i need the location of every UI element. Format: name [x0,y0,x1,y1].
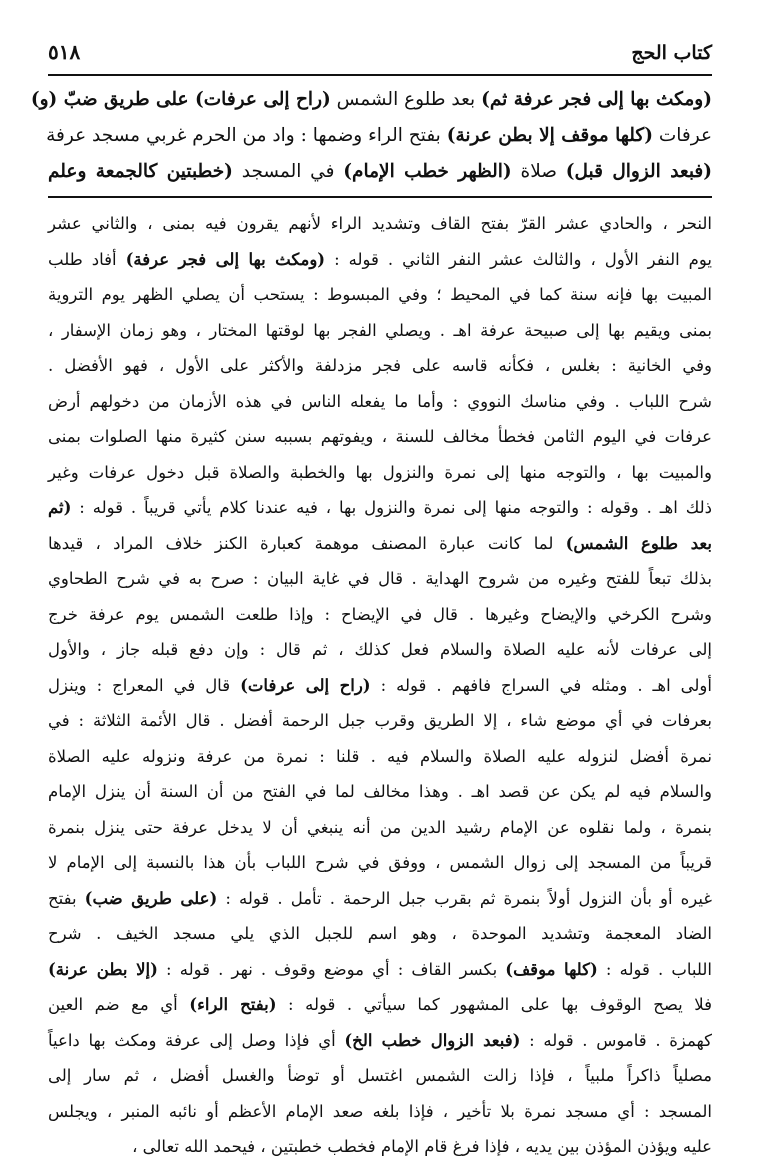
text-segment: نمرة أفضل لنزوله عليه الصلاة والسلام فيه . قلنا : نمرة من عرفة ونزوله عليه الصلاة [48,746,712,766]
commentary-line [48,703,712,739]
commentary-line [48,916,712,952]
commentary-line [48,1129,712,1165]
text-segment: بفتح [48,888,85,908]
quoted-phrase: (ومكث بها إلى فجر عرفة ثم) [481,89,712,110]
book-page [30,40,713,1165]
commentary-line [48,206,712,242]
text-segment: شرح اللباب . وفي مناسك النووي : وأما ما يفعله الناس في هذه الأزمان من دخولهم أرض [48,391,712,411]
commentary-line [48,1023,712,1059]
page-header [48,40,712,76]
main-text-line [30,82,712,118]
text-segment: غيره أو بأن النزول أولاً بنمرة ثم بقرب جبل الرحمة . تأمل . قوله : [217,888,712,908]
text-segment: وشرح الكرخي والإيضاح وغيرها . قال في الإيضاح : وإذا طلعت الشمس يوم عرفة خرج [48,604,712,624]
text-segment: فلا يصح الوقوف بها على المشهور كما سيأتي . قوله : [276,995,712,1014]
commentary-line [48,952,712,988]
text-segment: قال في المعراج : وينزل [48,675,241,695]
commentary-line [48,632,712,668]
quoted-phrase: (ومكث بها إلى فجر عرفة) [125,249,326,269]
commentary-line [48,845,712,881]
text-segment: النحر ، والحادي عشر القرّ بفتح القاف وتشديد الراء لأنهم يقرون فيه بمنى ، والثاني عشر [48,214,712,233]
commentary-line [48,987,712,1023]
commentary-line [48,313,712,349]
commentary-line [48,455,712,491]
text-segment: أي مع ضم العين [48,995,190,1014]
commentary-line [48,490,712,526]
text-segment: عرفات [652,125,712,146]
page-number: ٥١٨ [48,40,81,64]
text-segment: اللباب . قوله : [597,959,712,979]
quoted-phrase: (كلها موقف إلا بطن عرنة) [446,125,653,146]
text-segment: كهمزة . قاموس . قوله : [520,1030,712,1050]
commentary-line [48,774,712,810]
main-text-block [30,82,713,198]
commentary-line [48,739,712,775]
commentary-line [48,561,712,597]
quoted-phrase: بعد طلوع الشمس) [565,533,712,553]
text-segment: قريباً من المسجد إلى زوال الشمس ، ووفق في شرح اللباب بأن هذا بالنسبة إلى الإمام لا [48,853,712,872]
text-segment: صلاة [511,161,566,182]
text-segment: الضاد المعجمة وتشديد الموحدة ، وهو اسم للجبل الذي يلي مسجد الخيف . شرح [48,924,712,943]
text-segment: بكسر القاف : أي موضع وقوف . نهر . قوله : [157,959,506,979]
commentary-line [48,668,712,704]
text-segment: بذلك تبعاً للفتح وغيره من شروح الهداية . قال في غاية البيان : صرح به في شرح الطحاوي [48,569,712,588]
text-segment: بعرفات في أي موضع شاء ، إلا الطريق وقرب جبل الرحمة أفضل . قال الأئمة الثلاثة : في [48,711,712,730]
quoted-phrase: على طريق ضبّ (و) [30,89,196,110]
text-segment: مصلياً ذاكراً ملبياً ، فإذا زالت الشمس اغتسل أو توضأ والغسل أفضل ، ثم سار إلى [48,1066,712,1085]
quoted-phrase: (راح إلى عرفات) [240,675,371,695]
text-segment: بمنى ويقيم بها إلى صبيحة عرفة اهـ . ويصلي الفجر بها لوقتها المختار ، وهو زمان الإسفار ، [48,320,712,340]
text-segment: عرفات في اليوم الثامن فخطأ مخالف للسنة ، ويفوتهم بسببه سنن كثيرة منها الصلوات بمنى [48,427,712,446]
running-title: كتاب الحج [631,42,712,64]
text-segment: أولى اهـ . ومثله في السراج فافهم . قوله : [370,675,712,695]
text-segment: والسلام فيه لم يكن عن قصد اهـ . وهذا مخالف لما في الفتح من أن السنة أن ينزل الإمام [48,782,712,801]
quoted-phrase: (فبعد الزوال قبل) [565,161,713,182]
quoted-phrase: (الظهر خطب الإمام) [343,161,512,182]
commentary-line [48,348,712,384]
text-segment: ذلك اهـ . وقوله : والتوجه منها إلى نمرة والنزول بها ، فيه عندنا كلام يأتي قريباً . قوله : [71,498,712,517]
text-segment: بعد طلوع الشمس [330,89,482,110]
text-segment: في المسجد [232,161,344,182]
text-segment: والمبيت بها ، والتوجه منها إلى نمرة والنزول بها والخطبة والصلاة قبل دخول عرفات وغير [48,462,712,482]
text-segment: بنمرة ، ولما نقلوه عن الإمام رشيد الدين من أنه ينبغي أن لا يدخل عرفة حتى ينزل بنمرة [48,817,712,837]
commentary-line [48,810,712,846]
commentary-line [48,242,712,278]
text-segment: يوم النفر الأول ، والثالث عشر النفر الثاني . قوله : [325,249,713,269]
commentary-line [48,881,712,917]
text-segment: المبيت بها فإنه سنة كما في المحيط ؛ وفي المبسوط : يستحب أن يصلي الظهر يوم التروية [48,285,712,304]
quoted-phrase: (راح إلى عرفات) [195,89,331,110]
quoted-phrase: (فبعد الزوال خطب الخ) [344,1030,521,1050]
quoted-phrase: (بفتح الراء) [189,995,277,1014]
commentary-line [48,384,712,420]
text-segment: وفي الخانية : بغلس ، فكأنه قاسه على فجر مزدلفة والأكثر على الأول ، فهو الأفضل . [48,356,712,375]
text-segment: إلى عرفات لأنه عليه الصلاة والسلام فعل كذلك ، ثم قال : وإن دفع قبله جاز ، والأول [48,640,712,659]
main-text-line [48,118,712,154]
commentary-line [48,526,712,562]
commentary-line [48,419,712,455]
quoted-phrase: (كلها موقف) [505,959,598,979]
text-segment: أفاد طلب [48,249,126,269]
text-segment: لما كانت عبارة المصنف موهمة كعبارة الكنز خلاف المراد ، قيدها [48,533,566,553]
text-segment: بفتح الراء وضمها : واد من الحرم غربي مسجد عرفة [46,125,447,146]
quoted-phrase: (خطبتين كالجمعة وعلم [48,161,233,182]
commentary-line [48,597,712,633]
quoted-phrase: (على طريق ضب) [84,888,218,908]
commentary-line [48,277,712,313]
commentary-block [48,206,712,1165]
commentary-line [48,1094,712,1130]
commentary-line [48,1058,712,1094]
quoted-phrase: (إلا بطن عرنة) [48,959,158,979]
quoted-phrase: (ثم [48,498,72,517]
text-segment: المسجد : أي مسجد نمرة بلا تأخير ، فإذا بلغه صعد الإمام الأعظم أو نائبه المنبر ، ويجلس [48,1101,712,1121]
main-text-line [48,154,712,190]
text-segment: أي فإذا وصل إلى عرفة ومكث بها داعياً [48,1030,345,1050]
text-segment: عليه ويؤذن المؤذن بين يديه ، فإذا فرغ قام الإمام فخطب خطبتين ، فيحمد الله تعالى ، [132,1137,712,1156]
